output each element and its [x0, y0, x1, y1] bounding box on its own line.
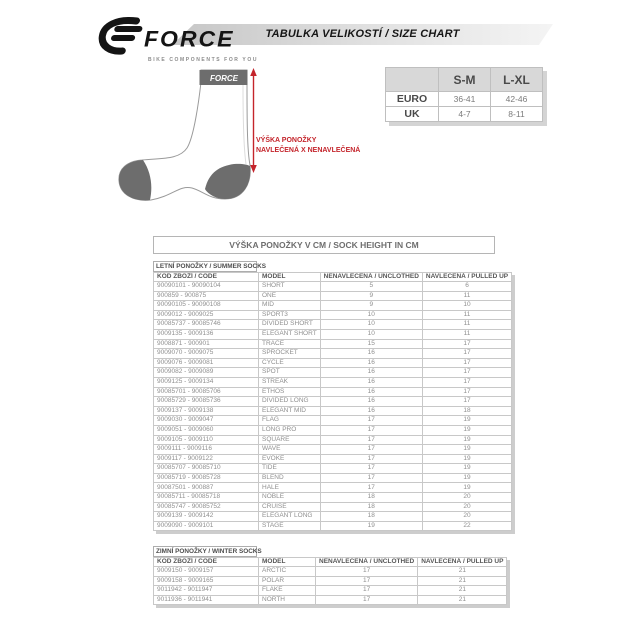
cell-model: DIVIDED LONG: [259, 397, 321, 407]
force-logo: [98, 16, 259, 63]
cell-unclothed: 16: [320, 377, 422, 387]
table-row: [154, 358, 512, 368]
table-row: [154, 445, 512, 455]
cell-unclothed: 16: [320, 397, 422, 407]
column-header-model: MODEL: [259, 558, 316, 567]
cell-pulled_up: 19: [422, 464, 511, 474]
cell-pulled_up: 17: [422, 358, 511, 368]
cell-pulled_up: 20: [422, 502, 511, 512]
cell-code: 90085719 - 90085728: [154, 473, 259, 483]
size-table-header-sm: S-M: [439, 68, 491, 92]
column-header-unclothed: NENAVLEČENÁ / UNCLOTHED: [316, 558, 418, 567]
cell-model: STAGE: [259, 521, 321, 531]
cell-unclothed: 17: [316, 567, 418, 577]
column-header-pulled-up: NAVLEČENÁ / PULLED UP: [422, 273, 511, 282]
cell-pulled_up: 11: [422, 291, 511, 301]
cell-code: 90090101 - 90090104: [154, 282, 259, 292]
page-title: TABULKA VELIKOSTÍ / SIZE CHART: [265, 28, 460, 40]
cell-pulled_up: 20: [422, 493, 511, 503]
cell-pulled_up: 17: [422, 368, 511, 378]
cell-model: MID: [259, 301, 321, 311]
height-arrow-icon: [250, 68, 257, 173]
sock-cuff-logo: FORCE: [210, 74, 238, 83]
cell-model: STREAK: [259, 377, 321, 387]
column-header-pulled-up: NAVLEČENÁ / PULLED UP: [418, 558, 507, 567]
cell-model: ELEGANT LONG: [259, 512, 321, 522]
summer-socks-table: [153, 272, 512, 531]
cell-pulled_up: 21: [418, 595, 507, 605]
cell-model: BLEND: [259, 473, 321, 483]
cell-label: UK: [386, 107, 439, 122]
brand-tagline: BIKE COMPONENTS FOR YOU: [148, 57, 259, 63]
table-row: [154, 291, 512, 301]
cell-code: 9009030 - 9009047: [154, 416, 259, 426]
cell-model: LONG PRO: [259, 425, 321, 435]
cell-unclothed: 9: [320, 291, 422, 301]
cell-model: TIDE: [259, 464, 321, 474]
cell-pulled_up: 21: [418, 586, 507, 596]
table-row: [154, 301, 512, 311]
table-row: [154, 464, 512, 474]
cell-unclothed: 18: [320, 493, 422, 503]
table-row: [154, 406, 512, 416]
size-table-header-row: [386, 68, 543, 92]
cell-pulled_up: 20: [422, 512, 511, 522]
size-table: [385, 67, 543, 122]
cell-model: CYCLE: [259, 358, 321, 368]
sock-illustration: [93, 60, 263, 210]
cell-code: 9009090 - 9009101: [154, 521, 259, 531]
cell-model: FLAKE: [259, 586, 316, 596]
cell-code: 9009158 - 9009165: [154, 576, 259, 586]
cell-pulled_up: 19: [422, 473, 511, 483]
size-table-header-lxl: L-XL: [491, 68, 543, 92]
cell-unclothed: 16: [320, 349, 422, 359]
table-row: [154, 397, 512, 407]
cell-lxl: 8-11: [491, 107, 543, 122]
cell-code: 9009150 - 9009157: [154, 567, 259, 577]
table-row: [154, 416, 512, 426]
cell-code: 90087501 - 900887: [154, 483, 259, 493]
cell-code: 9009111 - 9009116: [154, 445, 259, 455]
cell-model: EVOKE: [259, 454, 321, 464]
cell-unclothed: 17: [320, 483, 422, 493]
table-row: [154, 387, 512, 397]
table-row: [154, 586, 507, 596]
cell-unclothed: 17: [320, 454, 422, 464]
cell-model: FLAG: [259, 416, 321, 426]
cell-model: NORTH: [259, 595, 316, 605]
cell-code: 90085737 - 90085746: [154, 320, 259, 330]
cell-pulled_up: 18: [422, 406, 511, 416]
cell-code: 9009076 - 9009081: [154, 358, 259, 368]
table-row: [386, 107, 543, 122]
cell-code: 9009139 - 9009142: [154, 512, 259, 522]
winter-table-header-row: [154, 558, 507, 567]
cell-unclothed: 19: [320, 521, 422, 531]
cell-model: SPORT3: [259, 310, 321, 320]
cell-pulled_up: 21: [418, 576, 507, 586]
cell-pulled_up: 17: [422, 387, 511, 397]
cell-unclothed: 16: [320, 358, 422, 368]
cell-code: 90090105 - 90090108: [154, 301, 259, 311]
cell-unclothed: 9: [320, 301, 422, 311]
cell-model: ARCTIC: [259, 567, 316, 577]
cell-lxl: 42-46: [491, 92, 543, 107]
cell-unclothed: 18: [320, 502, 422, 512]
cell-pulled_up: 17: [422, 397, 511, 407]
column-header-model: MODEL: [259, 273, 321, 282]
cell-code: 9011936 - 9011941: [154, 595, 259, 605]
table-row: [154, 512, 512, 522]
cell-unclothed: 17: [316, 586, 418, 596]
summer-table-title: LETNÍ PONOŽKY / SUMMER SOCKS: [153, 261, 257, 272]
cell-unclothed: 16: [320, 387, 422, 397]
table-row: [154, 310, 512, 320]
cell-model: HALE: [259, 483, 321, 493]
table-row: [154, 329, 512, 339]
column-header-unclothed: NENAVLEČENÁ / UNCLOTHED: [320, 273, 422, 282]
cell-code: 90085729 - 90085736: [154, 397, 259, 407]
cell-pulled_up: 11: [422, 310, 511, 320]
cell-code: 9008871 - 900901: [154, 339, 259, 349]
cell-unclothed: 16: [320, 406, 422, 416]
cell-pulled_up: 11: [422, 329, 511, 339]
cell-pulled_up: 19: [422, 454, 511, 464]
cell-unclothed: 16: [320, 368, 422, 378]
cell-pulled_up: 17: [422, 377, 511, 387]
cell-unclothed: 17: [316, 595, 418, 605]
cell-code: 9009051 - 9009060: [154, 425, 259, 435]
winter-socks-block: [153, 546, 507, 605]
cell-pulled_up: 19: [422, 425, 511, 435]
table-row: [154, 483, 512, 493]
brand-name: FORCE: [144, 26, 235, 51]
cell-model: POLAR: [259, 576, 316, 586]
cell-code: 9009105 - 9009110: [154, 435, 259, 445]
table-row: [154, 282, 512, 292]
column-header-code: KÓD ZBOŽÍ / CODE: [154, 558, 259, 567]
cell-model: SPROCKET: [259, 349, 321, 359]
table-row: [154, 425, 512, 435]
column-header-code: KÓD ZBOŽÍ / CODE: [154, 273, 259, 282]
table-row: [154, 576, 507, 586]
cell-code: 90085707 - 90085710: [154, 464, 259, 474]
cell-unclothed: 17: [320, 473, 422, 483]
cell-unclothed: 10: [320, 320, 422, 330]
cell-unclothed: 10: [320, 329, 422, 339]
cell-model: SPOT: [259, 368, 321, 378]
cell-pulled_up: 17: [422, 349, 511, 359]
cell-unclothed: 17: [320, 464, 422, 474]
cell-pulled_up: 21: [418, 567, 507, 577]
cell-code: 9011942 - 9011947: [154, 586, 259, 596]
cell-unclothed: 17: [320, 445, 422, 455]
force-f-icon: [95, 16, 147, 61]
table-row: [154, 502, 512, 512]
cell-model: SHORT: [259, 282, 321, 292]
table-row: [154, 521, 512, 531]
table-row: [154, 368, 512, 378]
cell-pulled_up: 19: [422, 416, 511, 426]
cell-model: TRACE: [259, 339, 321, 349]
table-row: [154, 377, 512, 387]
cell-code: 90085701 - 90085706: [154, 387, 259, 397]
cell-unclothed: 10: [320, 310, 422, 320]
cell-code: 9009135 - 9009136: [154, 329, 259, 339]
cell-code: 9009125 - 9009134: [154, 377, 259, 387]
cell-model: NOBLE: [259, 493, 321, 503]
height-caption-line2: NAVLEČENÁ X NENAVLEČENÁ: [256, 147, 361, 154]
cell-unclothed: 5: [320, 282, 422, 292]
cell-unclothed: 17: [320, 435, 422, 445]
cell-label: EURO: [386, 92, 439, 107]
table-row: [154, 493, 512, 503]
summer-table-header-row: [154, 273, 512, 282]
cell-sm: 4-7: [439, 107, 491, 122]
winter-socks-table: [153, 557, 507, 605]
table-row: [154, 567, 507, 577]
cell-model: ETHOS: [259, 387, 321, 397]
table-row: [154, 339, 512, 349]
cell-model: ELEGANT SHORT: [259, 329, 321, 339]
cell-unclothed: 18: [320, 512, 422, 522]
cell-model: CRUISE: [259, 502, 321, 512]
cell-code: 9009117 - 9009122: [154, 454, 259, 464]
section-title: VÝŠKA PONOŽKY V CM / SOCK HEIGHT IN CM: [153, 236, 495, 254]
table-row: [154, 454, 512, 464]
cell-model: DIVIDED SHORT: [259, 320, 321, 330]
height-caption: [256, 136, 360, 156]
cell-pulled_up: 10: [422, 301, 511, 311]
height-caption-line1: VÝŠKA PONOŽKY: [256, 137, 317, 144]
cell-pulled_up: 19: [422, 435, 511, 445]
cell-code: 90085747 - 90085752: [154, 502, 259, 512]
cell-model: ONE: [259, 291, 321, 301]
cell-code: 9009137 - 9009138: [154, 406, 259, 416]
winter-table-title: ZIMNÍ PONOŽKY / WINTER SOCKS: [153, 546, 257, 557]
table-row: [386, 92, 543, 107]
cell-model: ELEGANT MID: [259, 406, 321, 416]
summer-socks-block: [153, 261, 512, 531]
cell-model: WAVE: [259, 445, 321, 455]
table-row: [154, 320, 512, 330]
table-row: [154, 349, 512, 359]
cell-code: 900859 - 900875: [154, 291, 259, 301]
table-row: [154, 473, 512, 483]
cell-unclothed: 17: [320, 416, 422, 426]
cell-code: 9009082 - 9009089: [154, 368, 259, 378]
cell-unclothed: 17: [320, 425, 422, 435]
cell-code: 9009070 - 9009075: [154, 349, 259, 359]
cell-pulled_up: 22: [422, 521, 511, 531]
cell-sm: 36-41: [439, 92, 491, 107]
cell-pulled_up: 19: [422, 445, 511, 455]
cell-pulled_up: 6: [422, 282, 511, 292]
cell-unclothed: 15: [320, 339, 422, 349]
cell-pulled_up: 11: [422, 320, 511, 330]
table-row: [154, 435, 512, 445]
cell-pulled_up: 19: [422, 483, 511, 493]
cell-model: SQUARE: [259, 435, 321, 445]
cell-unclothed: 17: [316, 576, 418, 586]
cell-pulled_up: 17: [422, 339, 511, 349]
table-row: [154, 595, 507, 605]
cell-code: 9009012 - 9009025: [154, 310, 259, 320]
cell-code: 90085711 - 90085718: [154, 493, 259, 503]
size-table-corner-cell: [386, 68, 439, 92]
